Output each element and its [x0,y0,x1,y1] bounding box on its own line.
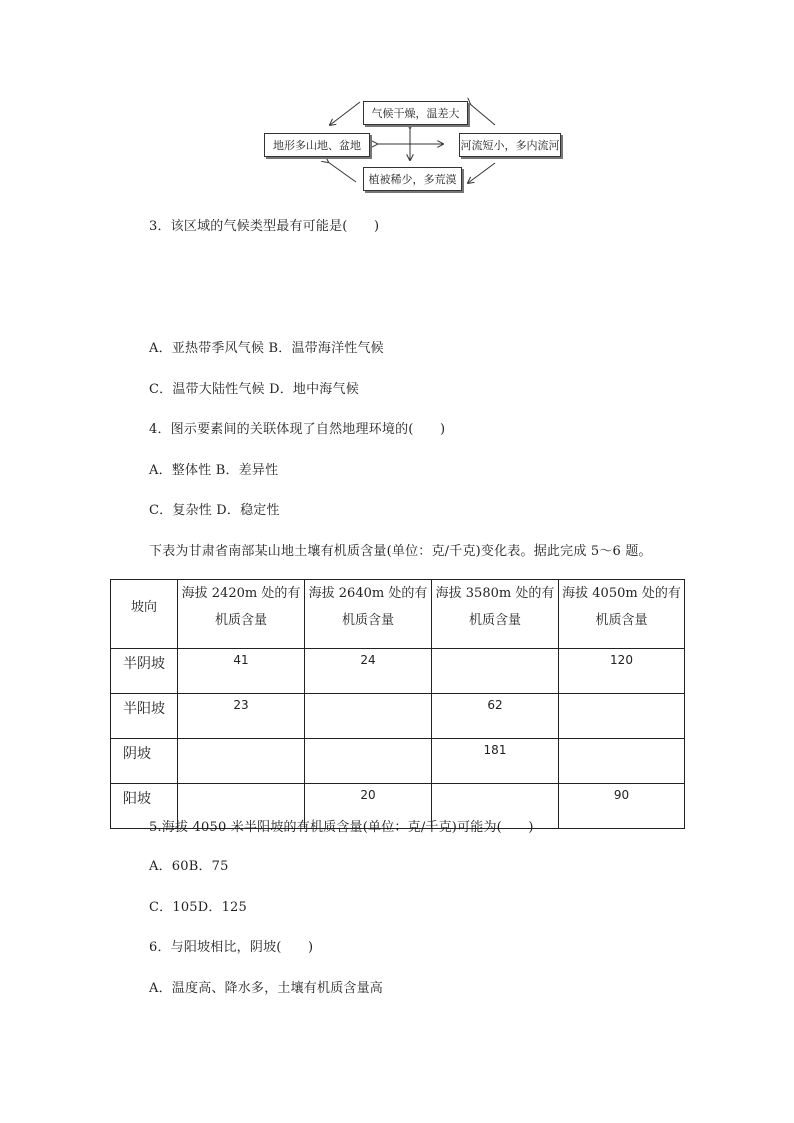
header-4050-line2: 机质含量 [595,613,648,628]
table-header-row [111,580,685,649]
question-5-options-ab: A．60B．75 [149,859,229,874]
row-label: 阴坡 [111,739,178,784]
header-2420-line2: 机质含量 [214,613,267,628]
table-cell: 62 [432,694,559,739]
table-cell: 23 [178,694,305,739]
table-cell [432,649,559,694]
table-cell [305,694,432,739]
header-2420-line1: 海拔 2420m 处的有 [181,586,301,601]
question-3-options-ab: A．亚热带季风气候 B．温带海洋性气候 [149,341,384,356]
header-2640 [305,580,432,649]
header-4050-line1: 海拔 4050m 处的有 [562,586,681,601]
question-4: 4．图示要素间的关联体现了自然地理环境的( ) [149,422,446,437]
header-3580-line1: 海拔 3580m 处的有 [435,586,555,601]
node-terrain: 地形多山地、盆地 [264,133,370,157]
header-3580-line2: 机质含量 [468,613,521,628]
header-2640-line1: 海拔 2640m 处的有 [308,586,428,601]
table-cell: 181 [432,739,559,784]
question-5-options-cd: C．105D．125 [149,900,247,915]
question-4-options-ab: A．整体性 B．差异性 [149,463,279,478]
table-cell: 20 [305,784,432,829]
row-label: 阳坡 [111,784,178,829]
node-vegetation: 植被稀少，多荒漠 [363,167,462,191]
table-row [111,739,685,784]
table-cell: 24 [305,649,432,694]
node-climate: 气候干燥，温差大 [363,101,468,125]
table-cell [178,739,305,784]
node-rivers: 河流短小，多内流河 [459,133,561,157]
table-row [111,649,685,694]
question-6: 6．与阳坡相比，阴坡( ) [149,940,314,955]
header-2640-line2: 机质含量 [341,613,394,628]
header-slope: 坡向 [111,580,178,649]
question-4-options-cd: C．复杂性 D．稳定性 [149,503,280,518]
question-3-options-cd: C．温带大陆性气候 D．地中海气候 [149,382,359,397]
table-cell: 90 [559,784,685,829]
table-cell [559,694,685,739]
table-row [111,694,685,739]
question-3: 3．该区域的气候类型最有可能是( ) [149,219,380,234]
table-intro: 下表为甘肃省南部某山地土壤有机质含量(单位：克/千克)变化表。据此完成 5～6 题。 [149,544,652,559]
table-cell: 120 [559,649,685,694]
question-5: 5.海拔 4050 米半阳坡的有机质含量(单位：克/千克)可能为( ) [149,820,534,835]
organic-matter-table [110,579,685,829]
table-cell [305,739,432,784]
row-label: 半阴坡 [111,649,178,694]
header-4050 [559,580,685,649]
header-2420 [178,580,305,649]
row-label: 半阳坡 [111,694,178,739]
table-cell: 41 [178,649,305,694]
table-cell [559,739,685,784]
header-3580 [432,580,559,649]
question-6-option-a: A．温度高、降水多，土壤有机质含量高 [149,981,383,996]
